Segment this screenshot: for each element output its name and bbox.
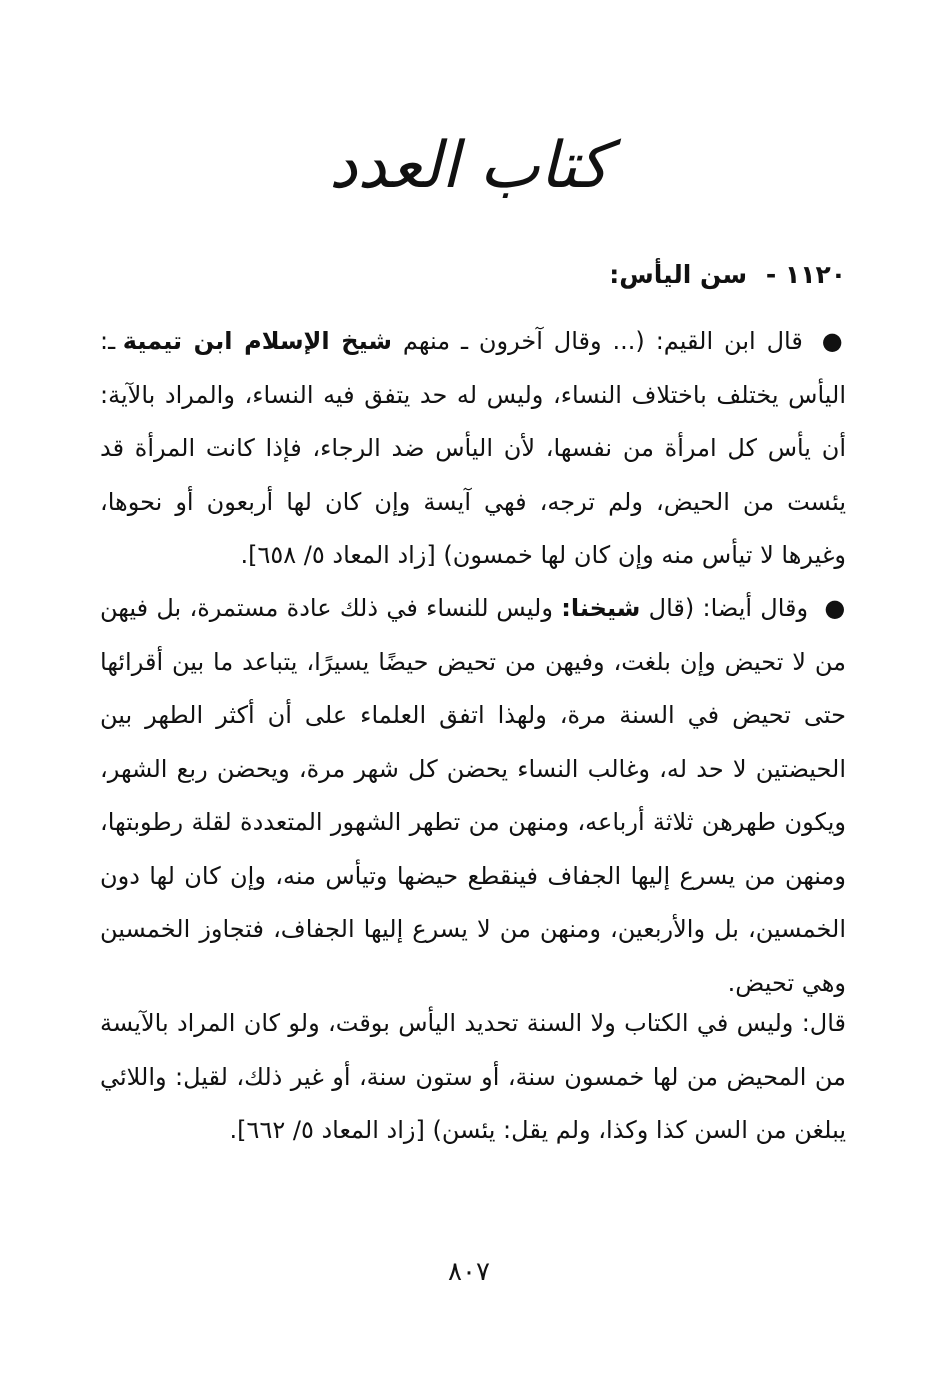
section-number: ١١٢٠ -	[765, 260, 846, 289]
chapter-title: كتاب العدد	[328, 129, 610, 203]
paragraph-body: ـ: اليأس يختلف باختلاف النساء، وليس له حد يتفق فيه النساء، والمراد بالآية: أن يأس كل امرأة من نفسها، لأن اليأس ضد الرجاء، فإذا كانت المرأة قد يئست من الحيض، ولم ترجه، فهي آيسة وإن كان لها أربعون أو نحوها، وغيرها لا تيأس منه وإن كان لها خمسون) [زاد المعاد ٥/ ٦٥٨].	[100, 327, 846, 569]
paragraph-intro: وقال أيضا: (قال	[648, 594, 809, 622]
paragraph-shaykhuna	[100, 582, 846, 1010]
paragraph-body: قال: وليس في الكتاب ولا السنة تحديد اليأس بوقت، ولو كان المراد بالآيسة من المحيض من لها خمسون سنة، أو ستون سنة، أو غير ذلك، لقيل: واللائي يبلغن من السن كذا وكذا، ولم يقل: يئسن) [زاد المعاد ٥/ ٦٦٢].	[100, 1009, 846, 1144]
paragraph-quran-sunnah	[100, 997, 846, 1158]
paragraph-bold-name: شيخنا:	[561, 594, 641, 622]
section-heading	[100, 250, 846, 300]
page-number: ٨٠٧	[448, 1257, 490, 1287]
paragraph-ibn-qayyim	[100, 315, 846, 583]
paragraph-body: وليس للنساء في ذلك عادة مستمرة، بل فيهن من لا تحيض وإن بلغت، وفيهن من تحيض حيضًا يسيرًا، يتباعد ما بين أقرائها حتى تحيض في السنة مرة، ولهذا اتفق العلماء على أن أكثر الطهر بين الحيضتين لا حد له، وغالب النساء يحضن كل شهر مرة، ويحضن ربع الشهر، ويكون طهرهن ثلاثة أرباعه، ومنهن من تطهر الشهور المتعددة لقلة رطوبتها، ومنهن من يسرع إليها الجفاف فينقطع حيضها وتيأس منه، وإن كان لها دون الخمسين، بل والأربعين، ومنهن من لا يسرع إليها الجفاف، فتجاوز الخمسين وهي تحيض.	[100, 594, 846, 997]
bullet-icon: ●	[824, 594, 846, 622]
section-title: سن اليأس:	[609, 260, 748, 289]
paragraph-intro: قال ابن القيم: (... وقال آخرون ـ منهم	[402, 327, 803, 355]
paragraph-bold-name: شيخ الإسلام ابن تيمية	[122, 327, 392, 355]
bullet-icon: ●	[821, 327, 846, 355]
